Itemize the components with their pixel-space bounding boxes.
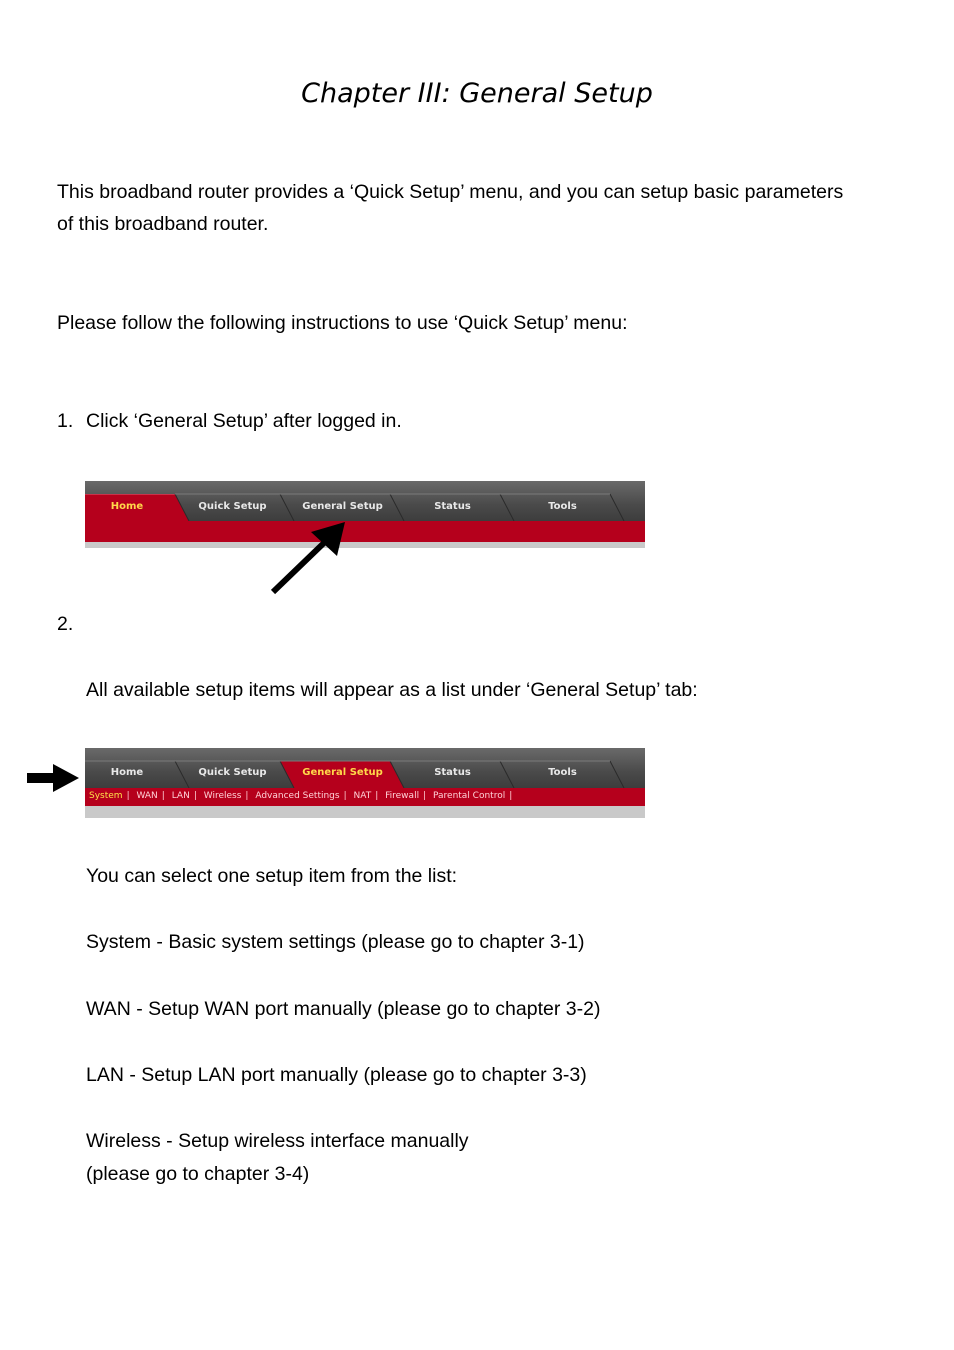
page-title: Chapter III: General Setup [301, 78, 653, 109]
step-2-number: 2. [57, 613, 74, 635]
tab-quick-setup[interactable]: Quick Setup [198, 767, 267, 778]
step-1-number: 1. [57, 410, 74, 432]
item-lan: LAN - Setup LAN port manually (please go to chapter 3-3) [86, 1064, 587, 1086]
tab-status[interactable]: Status [434, 501, 471, 512]
tab-tools[interactable]: Tools [548, 767, 577, 778]
subnav-lan[interactable]: LAN [171, 791, 190, 801]
tab-status[interactable]: Status [434, 767, 471, 778]
item-wireless: Wireless - Setup wireless interface manually [86, 1130, 469, 1152]
diagonal-arrow-icon [265, 518, 355, 598]
subnav-nat[interactable]: NAT [353, 791, 372, 801]
subnav-parental-control[interactable]: Parental Control [433, 791, 506, 801]
subnav-wan[interactable]: WAN [136, 791, 158, 801]
subnav-firewall[interactable]: Firewall [385, 791, 420, 801]
sub-nav: System | WAN | LAN | Wireless | Advanced Settings | NAT | Firewall | Parental Control | [89, 791, 513, 801]
nav-bar-screenshot-1 [85, 481, 645, 548]
right-arrow-icon [25, 762, 81, 794]
item-wireless-chapter: (please go to chapter 3-4) [86, 1163, 310, 1185]
nav-bar-screenshot-2 [85, 748, 645, 818]
intro-line-2: of this broadband router. [57, 213, 269, 235]
subnav-system[interactable]: System [89, 791, 123, 801]
subnav-wireless[interactable]: Wireless [203, 791, 242, 801]
intro-line-1: This broadband router provides a ‘Quick Setup’ menu, and you can setup basic parameters [57, 181, 844, 203]
tab-home[interactable]: Home [110, 501, 144, 512]
step-2-text: All available setup items will appear as a list under ‘General Setup’ tab: [86, 679, 698, 701]
tab-home[interactable]: Home [110, 767, 144, 778]
item-system: System - Basic system settings (please go to chapter 3-1) [86, 931, 585, 953]
tab-tools[interactable]: Tools [548, 501, 577, 512]
item-wan: WAN - Setup WAN port manually (please go to chapter 3-2) [86, 998, 601, 1020]
select-intro: You can select one setup item from the list: [86, 865, 458, 887]
tab-quick-setup[interactable]: Quick Setup [198, 501, 267, 512]
tab-general-setup[interactable]: General Setup [302, 501, 383, 512]
follow-instructions: Please follow the following instructions to use ‘Quick Setup’ menu: [57, 312, 628, 334]
tab-general-setup[interactable]: General Setup [302, 767, 383, 778]
step-1-text: Click ‘General Setup’ after logged in. [86, 410, 402, 432]
subnav-advanced-settings[interactable]: Advanced Settings [255, 791, 340, 801]
